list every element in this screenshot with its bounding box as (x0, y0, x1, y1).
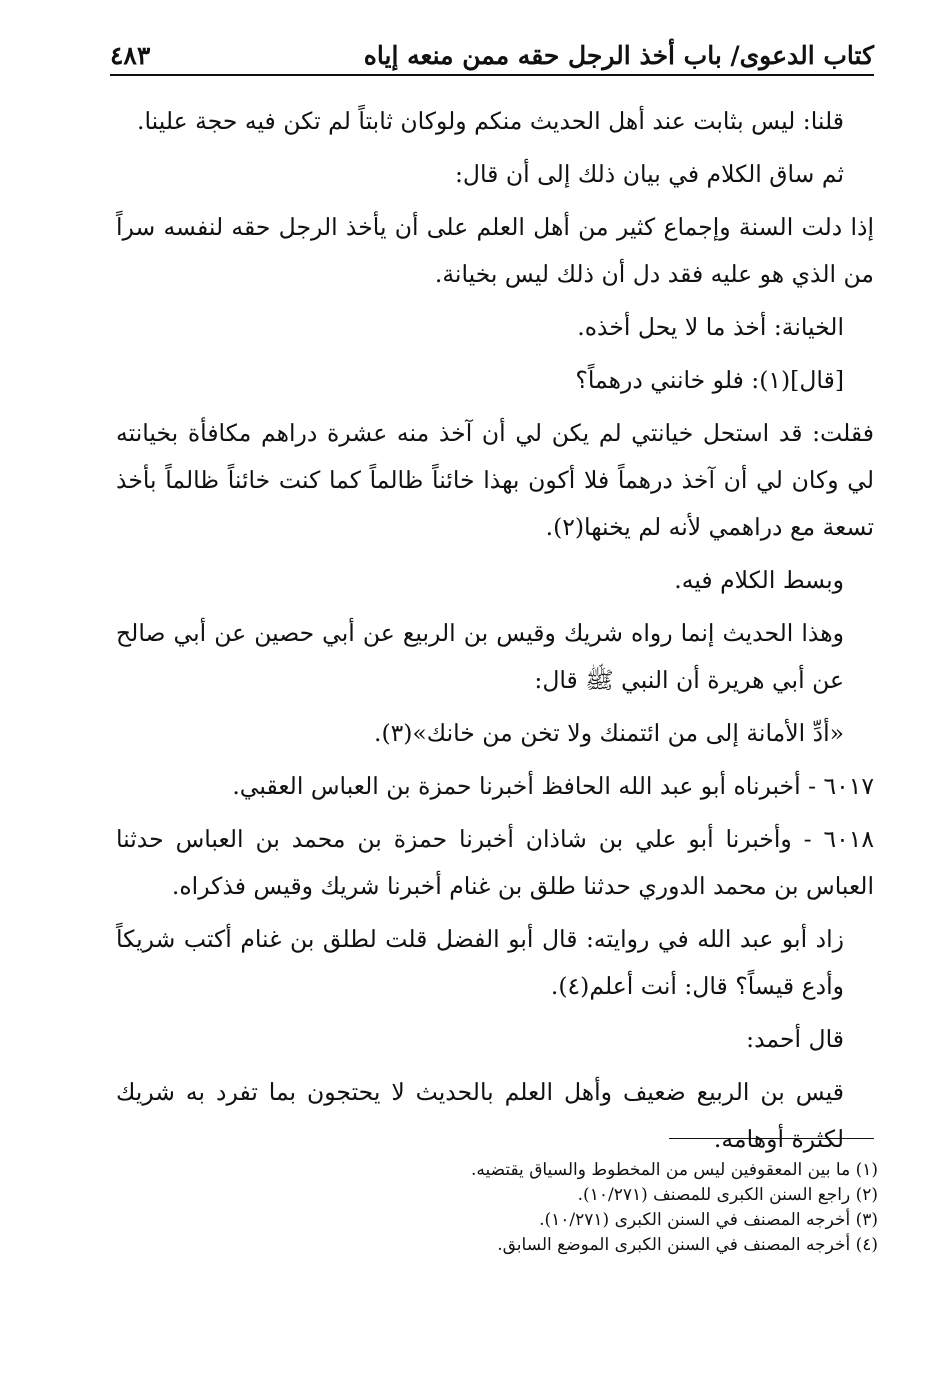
paragraph-idha-dallat: إذا دلت السنة وإجماع كثير من أهل العلم على أن يأخذ الرجل حقه لنفسه سراً من الذي هو عليه فقد دل أن ذلك ليس بخيانة. (116, 213, 874, 288)
paragraph-thumma-saqa: ثم ساق الكلام في بيان ذلك إلى أن قال: (454, 160, 844, 188)
paragraph-qala-falaw: [قال](١): فلو خانني درهماً؟ (575, 366, 844, 394)
paragraph-narration-6017: ٦٠١٧ - أخبرناه أبو عبد الله الحافظ أخبرنا حمزة بن العباس العقبي. (232, 772, 874, 800)
paragraph-faqultu: فقلت: قد استحل خيانتي لم يكن لي أن آخذ منه عشرة دراهم مكافأة بخيانته لي وكان لي أن آخذ درهماً فلا أكون بهذا خائناً ظالماً كما كنت خائناً ظالماً بأخذ تسعة مع دراهمي لأنه لم يخنها(٢). (116, 419, 874, 541)
paragraph-qulna: قلنا: ليس بثابت عند أهل الحديث منكم ولوكان ثابتاً لم تكن فيه حجة علينا. (137, 107, 844, 135)
footnote-3: (٣) أخرجه المصنف في السنن الكبرى (١٠/٢٧١). (539, 1210, 878, 1230)
paragraph-narration-6018: ٦٠١٨ - وأخبرنا أبو علي بن شاذان أخبرنا حمزة بن محمد بن العباس حدثنا العباس بن محمد الدوري حدثنا طلق بن غنام أخبرنا شريك وقيس فذكراه. (116, 825, 874, 900)
footnote-1: (١) ما بين المعقوفين ليس من المخطوط والسياق يقتضيه. (470, 1160, 878, 1180)
main-text (116, 98, 874, 1169)
footnote-divider (669, 1138, 874, 1139)
paragraph-al-khiyana: الخيانة: أخذ ما لا يحل أخذه. (577, 313, 844, 341)
paragraph-hadith-text: «أدِّ الأمانة إلى من ائتمنك ولا تخن من خانك»(٣). (373, 719, 844, 747)
footnote-4: (٤) أخرجه المصنف في السنن الكبرى الموضع السابق. (497, 1235, 878, 1255)
footnotes (116, 1158, 878, 1258)
running-header (110, 30, 874, 76)
footnote-2: (٢) راجع السنن الكبرى للمصنف (١٠/٢٧١). (577, 1185, 878, 1205)
paragraph-qala-ahmad: قال أحمد: (746, 1025, 844, 1053)
paragraph-hadith-chain: وهذا الحديث إنما رواه شريك وقيس بن الربيع عن أبي حصين عن أبي صالح عن أبي هريرة أن النبي ﷺ قال: (116, 619, 844, 694)
page-number: ٤٨٣ (110, 41, 151, 70)
paragraph-qays-daif: قيس بن الربيع ضعيف وأهل العلم بالحديث لا يحتجون بما تفرد به شريك لكثرة أوهامه. (116, 1078, 844, 1153)
running-title: كتاب الدعوى/ باب أخذ الرجل حقه ممن منعه إياه (363, 41, 874, 70)
paragraph-zada: زاد أبو عبد الله في روايته: قال أبو الفضل قلت لطلق بن غنام أكتب شريكاً وأدع قيساً؟ قال: أنت أعلم(٤). (116, 925, 844, 1000)
paragraph-wa-basata: وبسط الكلام فيه. (674, 566, 844, 594)
